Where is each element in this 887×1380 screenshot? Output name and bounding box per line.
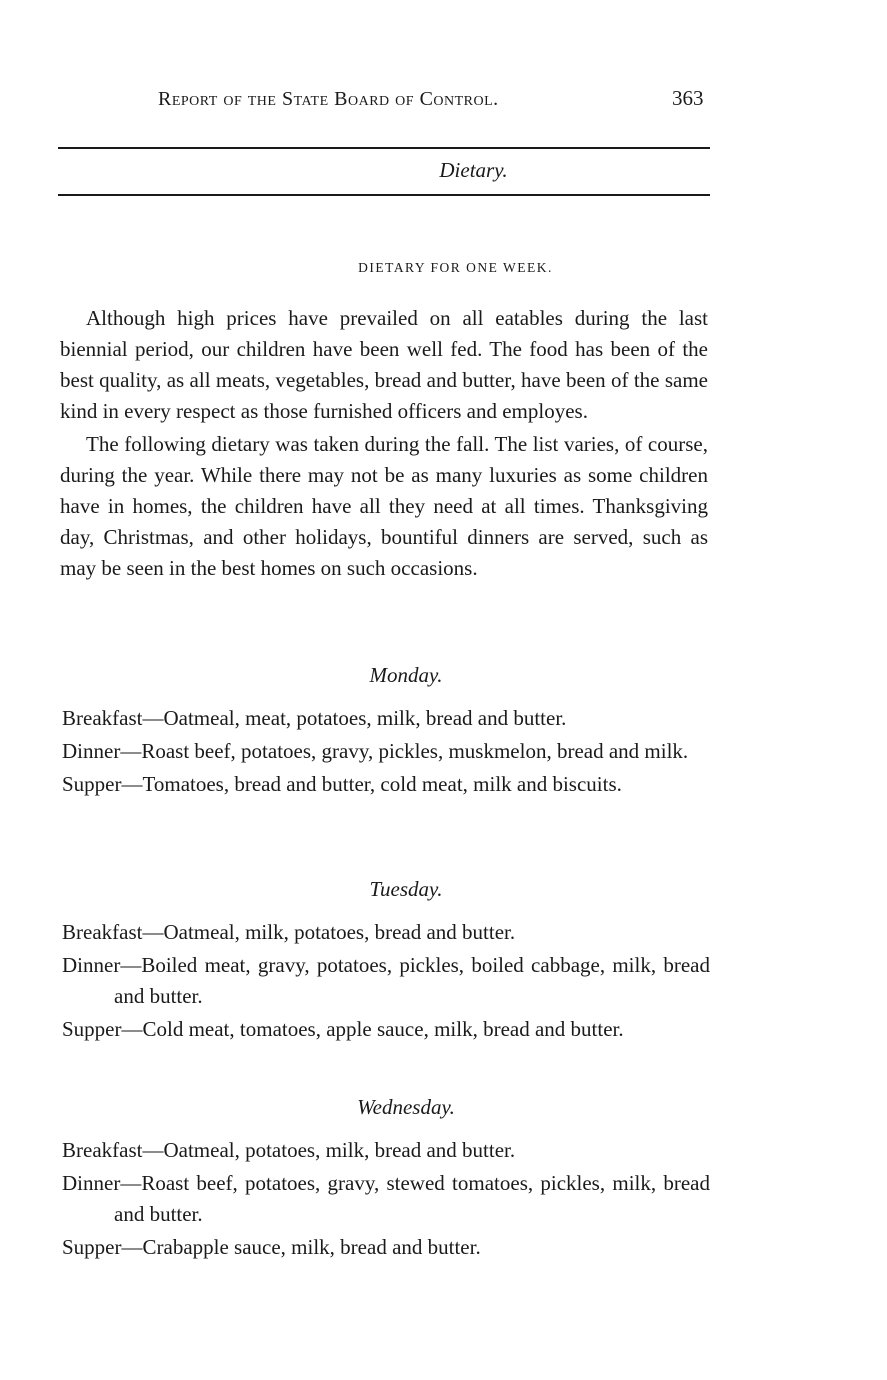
day-title: Monday. (369, 663, 443, 687)
meal-entry: Supper—Cold meat, tomatoes, apple sauce, milk, bread and butter. (62, 1017, 624, 1041)
running-title: Report of the State Board of Control. (158, 88, 499, 110)
day-section-wednesday (62, 1092, 710, 1265)
paragraph: The following dietary was taken during the fall. The list varies, of course, during the year. While there may not be as many luxuries as some children have in homes, the children have all they need at all times. Thanksgiving day, Christmas, and other holidays, bountiful dinners are served, such as may be seen in the best homes on such occasions. (60, 432, 708, 580)
paragraph: Although high prices have prevailed on all eatables during the last biennial period, our children have been well fed. The food has been of the best quality, as all meats, vegetables, bread and butter, have been of the same kind in every respect as those furnished officers and employes. (60, 306, 708, 423)
article-heading: DIETARY FOR ONE WEEK. (358, 260, 553, 275)
meal-entry: Breakfast—Oatmeal, meat, potatoes, milk, bread and butter. (62, 706, 567, 730)
header-rule-top (58, 147, 710, 149)
day-section-tuesday (62, 874, 710, 1047)
day-title: Tuesday. (369, 877, 443, 901)
day-title: Wednesday. (357, 1095, 455, 1119)
section-label: Dietary. (439, 158, 508, 182)
meal-entry: Supper—Crabapple sauce, milk, bread and butter. (62, 1235, 481, 1259)
meal-entry: Dinner—Boiled meat, gravy, potatoes, pickles, boiled cabbage, milk, bread and butter. (62, 953, 710, 1008)
meal-entry: Dinner—Roast beef, potatoes, gravy, stewed tomatoes, pickles, milk, bread and butter. (62, 1171, 710, 1226)
meal-entry: Dinner—Roast beef, potatoes, gravy, pickles, muskmelon, bread and milk. (62, 739, 689, 763)
page-number: 363 (672, 86, 704, 110)
meal-entry: Breakfast—Oatmeal, potatoes, milk, bread and butter. (62, 1138, 516, 1162)
meal-entry: Supper—Tomatoes, bread and butter, cold meat, milk and biscuits. (62, 772, 622, 796)
article-body (60, 303, 708, 584)
day-section-monday (62, 660, 710, 802)
header-rule-bottom (58, 194, 710, 196)
meal-entry: Breakfast—Oatmeal, milk, potatoes, bread and butter. (62, 920, 516, 944)
